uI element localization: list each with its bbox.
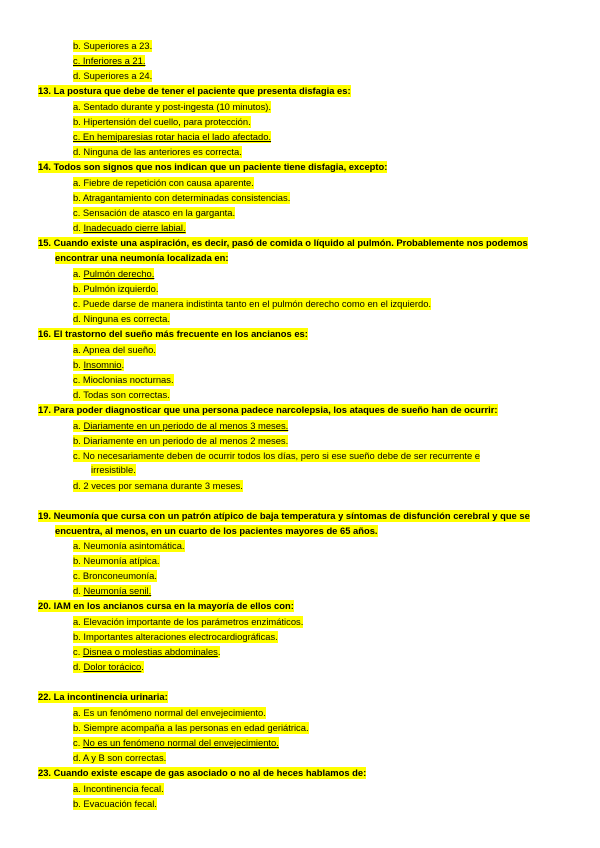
q20-option-c-answer: Disnea o molestias abdominales	[82, 646, 218, 657]
q16-option-b-prefix: b.	[73, 359, 81, 370]
q13-question: 13. La postura que debe de tener el paciente que presenta disfagia es:	[38, 85, 351, 96]
q17-option-a-prefix: a.	[73, 420, 81, 431]
q12-option-d: d. Superiores a 24.	[73, 70, 153, 81]
q16-option-b-suffix: .	[121, 359, 125, 370]
q20-option-c-prefix: c.	[73, 646, 81, 657]
q15-question-line2: encontrar una neumonía localizada en:	[55, 252, 229, 263]
q20-option-b: b. Importantes alteraciones electrocardiográficas.	[73, 631, 278, 642]
q13-option-c	[73, 131, 271, 143]
q20-option-c	[73, 646, 220, 658]
q22-option-d: d. A y B son correctas.	[73, 752, 167, 763]
q19-option-d-prefix: d.	[73, 585, 81, 596]
q19-option-c: c. Bronconeumonía.	[73, 570, 157, 581]
q22-option-c	[73, 737, 279, 749]
q12-option-c-text: c. Inferiores a 21.	[73, 55, 146, 66]
q16-question: 16. El trastorno del sueño más frecuente en los ancianos es:	[38, 328, 308, 339]
q14-question: 14. Todos son signos que nos indican que un paciente tiene disfagia, excepto:	[38, 161, 388, 172]
q12-option-b: b. Superiores a 23.	[73, 40, 153, 51]
q17-question: 17. Para poder diagnosticar que una persona padece narcolepsia, los ataques de sueño han de ocurrir:	[38, 404, 498, 415]
q19-option-d	[73, 585, 151, 597]
q16-option-b-answer: Insomnio	[83, 359, 122, 370]
q22-option-c-answer: No es un fenómeno normal del envejecimiento.	[82, 737, 279, 748]
q22-option-a: a. Es un fenómeno normal del envejecimiento.	[73, 707, 266, 718]
q19-question-line1: 19. Neumonía que cursa con un patrón atípico de baja temperatura y síntomas de disfunción cerebral y que se	[38, 510, 530, 521]
q16-option-a: a. Apnea del sueño.	[73, 344, 156, 355]
q17-option-d: d. 2 veces por semana durante 3 meses.	[73, 480, 243, 491]
q20-question: 20. IAM en los ancianos cursa en la mayoría de ellos con:	[38, 600, 294, 611]
q16-option-d: d. Todas son correctas.	[73, 389, 170, 400]
q15-option-d: d. Ninguna es correcta.	[73, 313, 170, 324]
q19-option-b: b. Neumonía atípica.	[73, 555, 160, 566]
q15-question-line1: 15. Cuando existe una aspiración, es decir, pasó de comida o líquido al pulmón. Probablemente nos podemos	[38, 237, 528, 248]
q15-option-a-prefix: a.	[73, 268, 81, 279]
q20-option-d	[73, 661, 144, 673]
q13-option-c-text: c. En hemiparesias rotar hacia el lado afectado.	[73, 131, 272, 142]
q13-option-d: d. Ninguna de las anteriores es correcta.	[73, 146, 242, 157]
q14-option-d-answer: Inadecuado cierre labial.	[83, 222, 186, 233]
q13-option-a: a. Sentado durante y post-ingesta (10 minutos).	[73, 101, 272, 112]
q16-option-b	[73, 359, 124, 371]
q22-question: 22. La incontinencia urinaria:	[38, 691, 168, 702]
q15-option-c: c. Puede darse de manera indistinta tanto en el pulmón derecho como en el izquierdo.	[73, 298, 432, 309]
q20-option-c-suffix: .	[217, 646, 221, 657]
q22-option-b: b. Siempre acompaña a las personas en edad geriátrica.	[73, 722, 309, 733]
q19-option-d-answer: Neumonía senil.	[83, 585, 152, 596]
q17-option-c-line1: c. No necesariamente deben de ocurrir todos los días, pero si ese sueño debe de ser recurrente e	[73, 450, 481, 461]
q14-option-d	[73, 222, 186, 234]
q20-option-d-prefix: d.	[73, 661, 81, 672]
q17-option-c-line2: irresistible.	[91, 464, 136, 475]
q17-option-a	[73, 420, 288, 432]
q19-option-a: a. Neumonía asintomática.	[73, 540, 185, 551]
q14-option-d-prefix: d.	[73, 222, 81, 233]
q14-option-b: b. Atragantamiento con determinadas consistencias.	[73, 192, 291, 203]
q20-option-a: a. Elevación importante de los parámetros enzimáticos.	[73, 616, 304, 627]
q22-option-c-prefix: c.	[73, 737, 81, 748]
q17-option-b: b. Diariamente en un periodo de al menos 2 meses.	[73, 435, 289, 446]
q14-option-a: a. Fiebre de repetición con causa aparente.	[73, 177, 254, 188]
q12-option-c	[73, 55, 145, 67]
q19-question-line2: encuentra, al menos, en un cuarto de los pacientes mayores de 65 años.	[55, 525, 378, 536]
q13-option-b: b. Hipertensión del cuello, para protección.	[73, 116, 251, 127]
q16-option-c: c. Mioclonias nocturnas.	[73, 374, 174, 385]
q23-option-b: b. Evacuación fecal.	[73, 798, 157, 809]
q14-option-c: c. Sensación de atasco en la garganta.	[73, 207, 236, 218]
q23-option-a: a. Incontinencia fecal.	[73, 783, 164, 794]
q20-option-d-answer: Dolor torácico	[83, 661, 142, 672]
q23-question: 23. Cuando existe escape de gas asociado o no al de heces hablamos de:	[38, 767, 367, 778]
q15-option-a	[73, 268, 154, 280]
q15-option-b: b. Pulmón izquierdo.	[73, 283, 159, 294]
q17-option-a-answer: Diariamente en un periodo de al menos 3 meses.	[83, 420, 289, 431]
q20-option-d-suffix: .	[141, 661, 144, 672]
q15-option-a-answer: Pulmón derecho.	[83, 268, 155, 279]
